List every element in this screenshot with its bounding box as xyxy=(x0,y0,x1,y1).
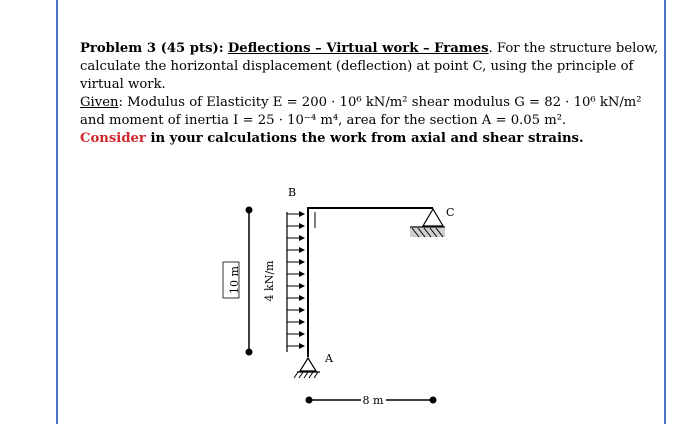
height-dimension xyxy=(246,207,253,356)
given-line-2: and moment of inertia I = 25 · 10⁻⁴ m⁴, area for the section A = 0.05 m². xyxy=(80,113,567,128)
problem-topic: Deflections – Virtual work – Frames xyxy=(227,41,489,56)
node-c-label: C xyxy=(446,206,455,219)
given-text-1: : Modulus of Elasticity E = 200 · 10⁶ kN/m² shear modulus G = 82 · 10⁶ kN/m² xyxy=(118,95,642,110)
load-label: 4 kN/m xyxy=(263,260,276,302)
given-label: Given xyxy=(80,95,119,110)
problem-line-1-rest: . For the structure below, xyxy=(488,41,659,56)
pin-support-c xyxy=(410,209,445,237)
span-dim-label: 8 m xyxy=(362,394,384,407)
problem-line-2: calculate the horizontal displacement (deflection) at point C, using the principle of xyxy=(80,59,634,74)
pin-support-a xyxy=(294,358,320,378)
distributed-load xyxy=(287,212,304,352)
problem-line-3: virtual work. xyxy=(80,77,166,92)
consider-word: Consider xyxy=(80,131,146,146)
height-dim-label: 10 m xyxy=(228,266,241,294)
problem-title: Problem 3 (45 pts): xyxy=(80,41,224,56)
node-a-label: A xyxy=(325,352,333,365)
node-b-label: B xyxy=(287,186,297,199)
consider-rest: in your calculations the work from axial and shear strains. xyxy=(145,131,584,146)
